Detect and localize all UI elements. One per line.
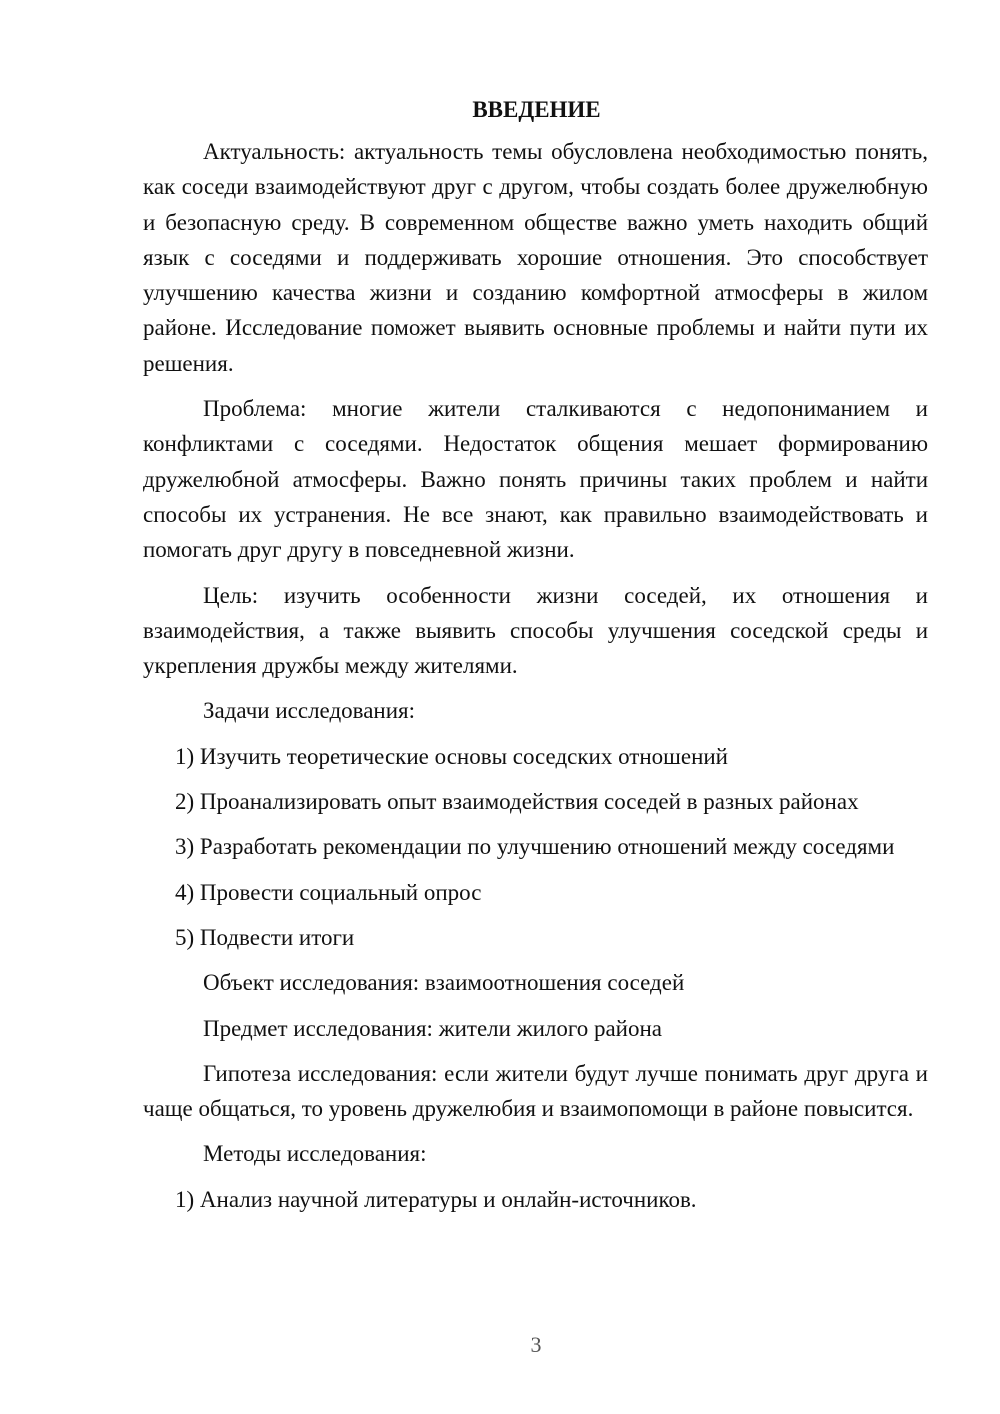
task-item: 5) Подвести итоги — [175, 924, 355, 950]
task-item: 3) Разработать рекомендации по улучшению отношений между соседями — [175, 834, 895, 860]
page-number: 3 — [530, 1332, 542, 1357]
document-page — [143, 92, 928, 1227]
task-item: 2) Проанализировать опыт взаимодействия соседей в разных районах — [175, 789, 859, 815]
method-item: 1) Анализ научной литературы и онлайн-источников. — [175, 1186, 697, 1212]
goal-paragraph: Цель: изучить особенности жизни соседей, их отношения и взаимодействия, а также выявить способы улучшения соседской среды и укрепления дружбы между жителями. — [143, 582, 928, 679]
object-paragraph: Объект исследования: взаимоотношения соседей — [203, 970, 685, 996]
task-item: 1) Изучить теоретические основы соседских отношений — [175, 743, 728, 769]
relevance-paragraph: Актуальность: актуальность темы обусловлена необходимостью понять, как соседи взаимодействуют друг с другом, чтобы создать более дружелюбную и безопасную среду. В современном обществе важно уметь находить общий язык с соседями и поддерживать хорошие отношения. Это способствует улучшению качества жизни и созданию комфортной атмосферы в жилом районе. Исследование поможет выявить основные проблемы и найти пути их решения. — [143, 139, 928, 376]
hypothesis-paragraph: Гипотеза исследования: если жители будут лучше понимать друг друга и чаще общаться, то уровень дружелюбия и взаимопомощи в районе повысится. — [143, 1060, 928, 1122]
task-item: 4) Провести социальный опрос — [175, 879, 482, 905]
problem-paragraph: Проблема: многие жители сталкиваются с недопониманием и конфликтами с соседями. Недостаток общения мешает формированию дружелюбной атмосферы. Важно понять причины таких проблем и найти способы их устранения. Не все знают, как правильно взаимодействовать и помогать друг другу в повседневной жизни. — [143, 396, 928, 563]
subject-paragraph: Предмет исследования: жители жилого района — [203, 1015, 663, 1041]
tasks-heading: Задачи исследования: — [203, 698, 416, 724]
section-title: ВВЕДЕНИЕ — [472, 97, 601, 122]
methods-heading: Методы исследования: — [203, 1141, 427, 1167]
